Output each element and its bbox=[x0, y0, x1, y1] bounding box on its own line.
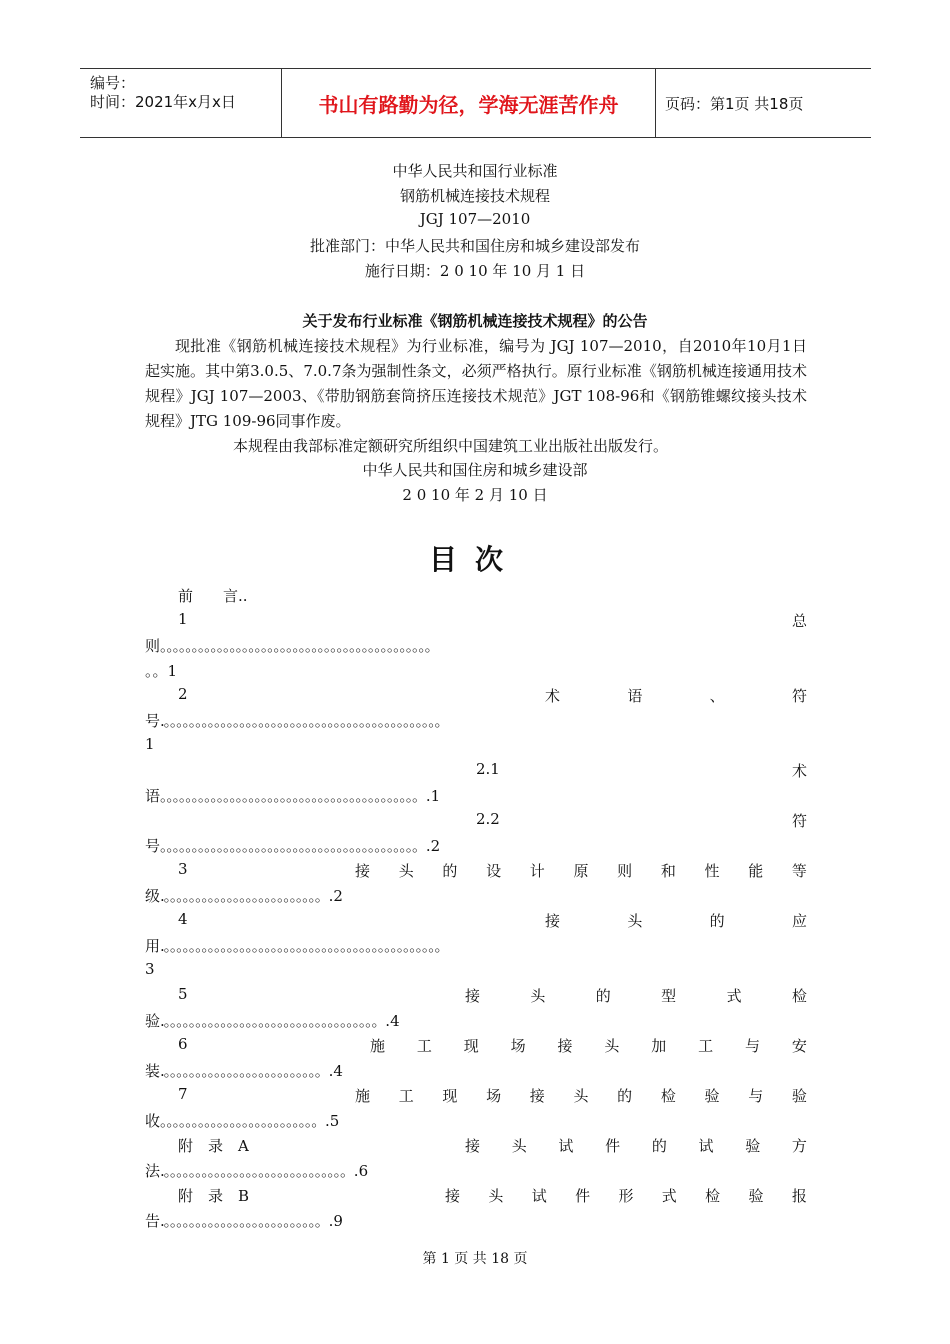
toc-entry-leader bbox=[145, 1060, 825, 1081]
toc-entry-page: 。。1 bbox=[145, 662, 178, 680]
toc-entry-title-char: 设 bbox=[486, 862, 502, 880]
toc-entry-title-char: 头 bbox=[511, 1137, 527, 1155]
toc-entry-lead-char: 验 bbox=[145, 1012, 161, 1030]
toc-entry-page: 1 bbox=[145, 735, 155, 753]
toc-entry-title bbox=[790, 760, 807, 781]
toc-entry-page: .1 bbox=[425, 787, 441, 805]
toc-entry-title-char: 型 bbox=[661, 987, 677, 1005]
toc-entry-dots: .。。。。。。。。。。。。。。。。。。。。。。。。。 bbox=[160, 887, 329, 905]
toc-entry[interactable] bbox=[0, 610, 950, 680]
toc-entry[interactable] bbox=[0, 810, 950, 860]
toc-entry-title-char: 式 bbox=[661, 1187, 677, 1205]
toc-entry-dots: .。。。。。。。。。。。。。。。。。。。。。。。。。。。。。。。。。。。。。。。。。。。。 bbox=[160, 937, 449, 955]
toc-entry-title-char: 试 bbox=[698, 1137, 714, 1155]
toc-entry-title-char: 应 bbox=[791, 912, 807, 930]
toc-entry-number: 附 录 B bbox=[178, 1187, 250, 1205]
toc-entry-title-char: 计 bbox=[529, 862, 545, 880]
toc-entry-title-char: 则 bbox=[617, 862, 633, 880]
effective-date: 施行日期：2 0 10 年 10 月 1 日 bbox=[364, 262, 586, 280]
toc-entry-title-char: 接 bbox=[355, 862, 371, 880]
toc-entry-title-char: 加 bbox=[651, 1037, 667, 1055]
toc-entry[interactable] bbox=[0, 910, 950, 978]
toc-entry-dots: 。。。。。。。。。。。。。。。。。。。。。。。。。。。。。。。。。。。。。。。。。 bbox=[160, 837, 426, 855]
toc-entry-title-char: 与 bbox=[745, 1037, 761, 1055]
toc-entry-title-char: 性 bbox=[704, 862, 720, 880]
number-label: 编号： bbox=[90, 74, 136, 92]
header-meta-cell bbox=[80, 69, 280, 137]
standard-category: 中华人民共和国行业标准 bbox=[392, 162, 558, 180]
toc-entry-leader bbox=[145, 835, 825, 856]
toc-entry[interactable] bbox=[0, 1085, 950, 1135]
toc-entry-title-char: 安 bbox=[791, 1037, 807, 1055]
toc-entry-title-char: 场 bbox=[510, 1037, 526, 1055]
page-footer: 第 1 页 共 18 页 bbox=[422, 1251, 528, 1267]
toc-entry-number: 7 bbox=[178, 1085, 188, 1103]
toc-entry-dots: .。。。。。。。。。。。。。。。。。。。。。。。。。。。。。 bbox=[160, 1162, 354, 1180]
document-title: 钢筋机械连接技术规程 bbox=[399, 187, 550, 205]
toc-entry-page: .2 bbox=[328, 887, 343, 905]
toc-entry-title bbox=[545, 685, 807, 706]
toc-entry-title bbox=[370, 1035, 807, 1056]
toc-entry-title-char: 头 bbox=[573, 1087, 589, 1105]
standard-code: JGJ 107—2010 bbox=[419, 210, 531, 228]
toc-entry-title-char: 施 bbox=[370, 1037, 386, 1055]
toc-entry-page: .2 bbox=[425, 837, 441, 855]
toc-entry-title-char: 验 bbox=[745, 1137, 761, 1155]
toc-entry-lead-char: 语 bbox=[145, 787, 161, 805]
toc-entry-title-char: 现 bbox=[442, 1087, 458, 1105]
page-header-table bbox=[80, 68, 871, 138]
toc-entry-title-char: 工 bbox=[398, 1087, 414, 1105]
toc-entry-title-char: 接 bbox=[465, 1137, 481, 1155]
toc-entry-title-char: 试 bbox=[531, 1187, 547, 1205]
toc-preface-label: 前 言.. bbox=[178, 587, 248, 605]
toc-entry-title-char: 与 bbox=[748, 1087, 764, 1105]
toc-entry-title-char: 能 bbox=[748, 862, 764, 880]
toc-entry-title-char: 、 bbox=[709, 687, 725, 705]
toc-entry-number: 2 bbox=[178, 685, 188, 703]
toc-entry-title-char: 场 bbox=[486, 1087, 502, 1105]
toc-entry-leader bbox=[145, 935, 825, 956]
toc-entry-title-char: 符 bbox=[791, 687, 807, 705]
toc-entry-title-char: 形 bbox=[618, 1187, 634, 1205]
toc-entry-title-char: 头 bbox=[530, 987, 546, 1005]
toc-entry-title-char: 现 bbox=[463, 1037, 479, 1055]
toc-preface[interactable] bbox=[178, 585, 840, 607]
toc-entry-number: 附 录 A bbox=[178, 1137, 249, 1155]
toc-entry-dots: .。。。。。。。。。。。。。。。。。。。。。。。。。。。。。。。。。。。。。。。。。。。。 bbox=[160, 712, 449, 730]
toc-entry-title bbox=[790, 810, 807, 831]
toc-entry-leader bbox=[145, 1210, 825, 1231]
toc-entry-title-char: 接 bbox=[545, 912, 561, 930]
announcement-title: 关于发布行业标准《钢筋机械连接技术规程》的公告 bbox=[302, 312, 648, 330]
toc-entry-title-char: 件 bbox=[605, 1137, 621, 1155]
toc-entry-title bbox=[545, 910, 807, 931]
toc-entry-dots: 。。。。。。。。。。。。。。。。。。。。。。。。。 bbox=[160, 1112, 326, 1130]
toc-entry-leader bbox=[145, 885, 825, 906]
toc-entry-title-char: 等 bbox=[791, 862, 807, 880]
toc-entry-title bbox=[445, 1185, 807, 1206]
toc-entry-title-char: 语 bbox=[627, 687, 643, 705]
toc-entry-number: 1 bbox=[178, 610, 188, 628]
toc-entry-title-char: 接 bbox=[557, 1037, 573, 1055]
toc-entry[interactable] bbox=[0, 860, 950, 910]
approving-department: 批准部门：中华人民共和国住房和城乡建设部发布 bbox=[309, 237, 640, 255]
toc-entry-number: 2.2 bbox=[476, 810, 500, 828]
toc-entry-title-char: 符 bbox=[791, 812, 807, 830]
toc-entry-title-char: 接 bbox=[529, 1087, 545, 1105]
toc-entry-title bbox=[465, 1135, 807, 1156]
toc-entry-leader bbox=[145, 710, 825, 731]
toc-entry-lead-char: 号 bbox=[145, 712, 161, 730]
toc-entry-title-char: 接 bbox=[445, 1187, 461, 1205]
toc-entry-number: 6 bbox=[178, 1035, 188, 1053]
toc-entry-page: .9 bbox=[328, 1212, 343, 1230]
toc-entry-title-char: 的 bbox=[709, 912, 725, 930]
toc-entry-title-char: 检 bbox=[660, 1087, 676, 1105]
toc-entry-title-char: 和 bbox=[660, 862, 676, 880]
toc-entry[interactable] bbox=[0, 985, 950, 1035]
toc-entry-lead-char: 装 bbox=[145, 1062, 161, 1080]
toc-entry-title-char: 方 bbox=[791, 1137, 807, 1155]
toc-entry-leader bbox=[145, 785, 825, 806]
toc-entry-lead-char: 法 bbox=[145, 1162, 161, 1180]
toc-entry-title-char: 的 bbox=[617, 1087, 633, 1105]
toc-entry-title-char: 验 bbox=[704, 1087, 720, 1105]
toc-entry-title-char: 件 bbox=[575, 1187, 591, 1205]
toc-entry-leader bbox=[145, 1110, 825, 1131]
toc-entry-title-char: 工 bbox=[698, 1037, 714, 1055]
toc-entry-title-char: 原 bbox=[573, 862, 589, 880]
toc-entry-lead-char: 用 bbox=[145, 937, 161, 955]
toc-entry-number: 2.1 bbox=[476, 760, 500, 778]
toc-entry[interactable] bbox=[0, 1035, 950, 1085]
toc-entry-title-char: 的 bbox=[651, 1137, 667, 1155]
toc-entry[interactable] bbox=[0, 1185, 950, 1235]
toc-entry-title-char: 检 bbox=[791, 987, 807, 1005]
header-motto: 书山有路勤为径，学海无涯苦作舟 bbox=[281, 69, 656, 137]
toc-title: 目次 bbox=[428, 543, 521, 576]
announcement-issuer: 中华人民共和国住房和城乡建设部 bbox=[362, 461, 588, 479]
toc-entry-page: .6 bbox=[353, 1162, 369, 1180]
toc-entry-title-char: 工 bbox=[416, 1037, 432, 1055]
toc-entry-page: .4 bbox=[385, 1012, 400, 1030]
toc-entry-page: 3 bbox=[145, 960, 155, 978]
toc-entry-title-char: 施 bbox=[355, 1087, 371, 1105]
toc-entry-dots: .。。。。。。。。。。。。。。。。。。。。。。。。。。。。。。。。。。 bbox=[160, 1012, 386, 1030]
toc-entry-page: .4 bbox=[328, 1062, 343, 1080]
toc-entry-dots: .。。。。。。。。。。。。。。。。。。。。。。。。。 bbox=[160, 1062, 329, 1080]
toc-entry[interactable] bbox=[0, 1135, 950, 1185]
toc-entry-leader bbox=[145, 1160, 825, 1181]
header-page-info: 页码：第1页 共18页 bbox=[665, 95, 804, 113]
announcement-date: 2 0 10 年 2 月 10 日 bbox=[402, 486, 548, 504]
toc-entry-title-char: 术 bbox=[791, 762, 807, 780]
toc-entry-title bbox=[355, 1085, 807, 1106]
toc-entry-lead-char: 级 bbox=[145, 887, 161, 905]
toc-entry-title-char: 头 bbox=[604, 1037, 620, 1055]
toc-entry-title-char: 接 bbox=[465, 987, 481, 1005]
toc-entry-dots: 。。。。。。。。。。。。。。。。。。。。。。。。。。。。。。。。。。。。。。。。。。。 bbox=[160, 637, 439, 655]
toc-entry-lead-char: 告 bbox=[145, 1212, 161, 1230]
toc-entry-title-char: 验 bbox=[791, 1087, 807, 1105]
toc-entry-number: 3 bbox=[178, 860, 188, 878]
toc-entry-lead-char: 则 bbox=[145, 637, 161, 655]
toc-entry-leader bbox=[145, 1010, 825, 1031]
toc-entry-title bbox=[465, 985, 807, 1006]
toc-entry-title bbox=[790, 610, 807, 631]
toc-entry-lead-char: 收 bbox=[145, 1112, 161, 1130]
toc-entry-title-char: 的 bbox=[442, 862, 458, 880]
toc-entry-dots: 。。。。。。。。。。。。。。。。。。。。。。。。。。。。。。。。。。。。。。。。。 bbox=[160, 787, 426, 805]
toc-entry-title-char: 试 bbox=[558, 1137, 574, 1155]
toc-entry-title-char: 式 bbox=[726, 987, 742, 1005]
toc-entry-title-char: 总 bbox=[791, 612, 807, 630]
toc-entry[interactable] bbox=[0, 760, 950, 810]
toc-entry-title-char: 报 bbox=[791, 1187, 807, 1205]
toc-entry-title-char: 头 bbox=[627, 912, 643, 930]
toc-entry-lead-char: 号 bbox=[145, 837, 161, 855]
toc-entry-title-char: 验 bbox=[748, 1187, 764, 1205]
toc-entry-number: 4 bbox=[178, 910, 188, 928]
toc-entry[interactable] bbox=[0, 685, 950, 753]
toc-entry-title-char: 头 bbox=[398, 862, 414, 880]
toc-entry-title bbox=[355, 860, 807, 881]
toc-entry-title-char: 术 bbox=[545, 687, 561, 705]
toc-entry-leader bbox=[145, 635, 825, 656]
toc-entry-title-char: 检 bbox=[705, 1187, 721, 1205]
announcement-publisher: 本规程由我部标准定额研究所组织中国建筑工业出版社出版发行。 bbox=[233, 437, 669, 455]
toc-entry-number: 5 bbox=[178, 985, 188, 1003]
announcement-body: 现批准《钢筋机械连接技术规程》为行业标准，编号为 JGJ 107—2010，自2010年10月1日起实施。其中第3.0.5、7.0.7条为强制性条文，必须严格执行。原行业标准《钢筋机械连接通用技术规程》JGJ 107—2003、《带肋钢筋套筒挤压连接技术规范》JGT 108-96和《钢筋锥螺纹接头技术规程》JTG 109-96同事作废。 bbox=[145, 337, 807, 430]
toc-entry-title-char: 头 bbox=[488, 1187, 504, 1205]
time-label: 时间：2021年x月x日 bbox=[90, 93, 236, 111]
toc-entry-dots: .。。。。。。。。。。。。。。。。。。。。。。。。。 bbox=[160, 1212, 329, 1230]
toc-entry-page: .5 bbox=[325, 1112, 340, 1130]
toc-entry-title-char: 的 bbox=[595, 987, 611, 1005]
